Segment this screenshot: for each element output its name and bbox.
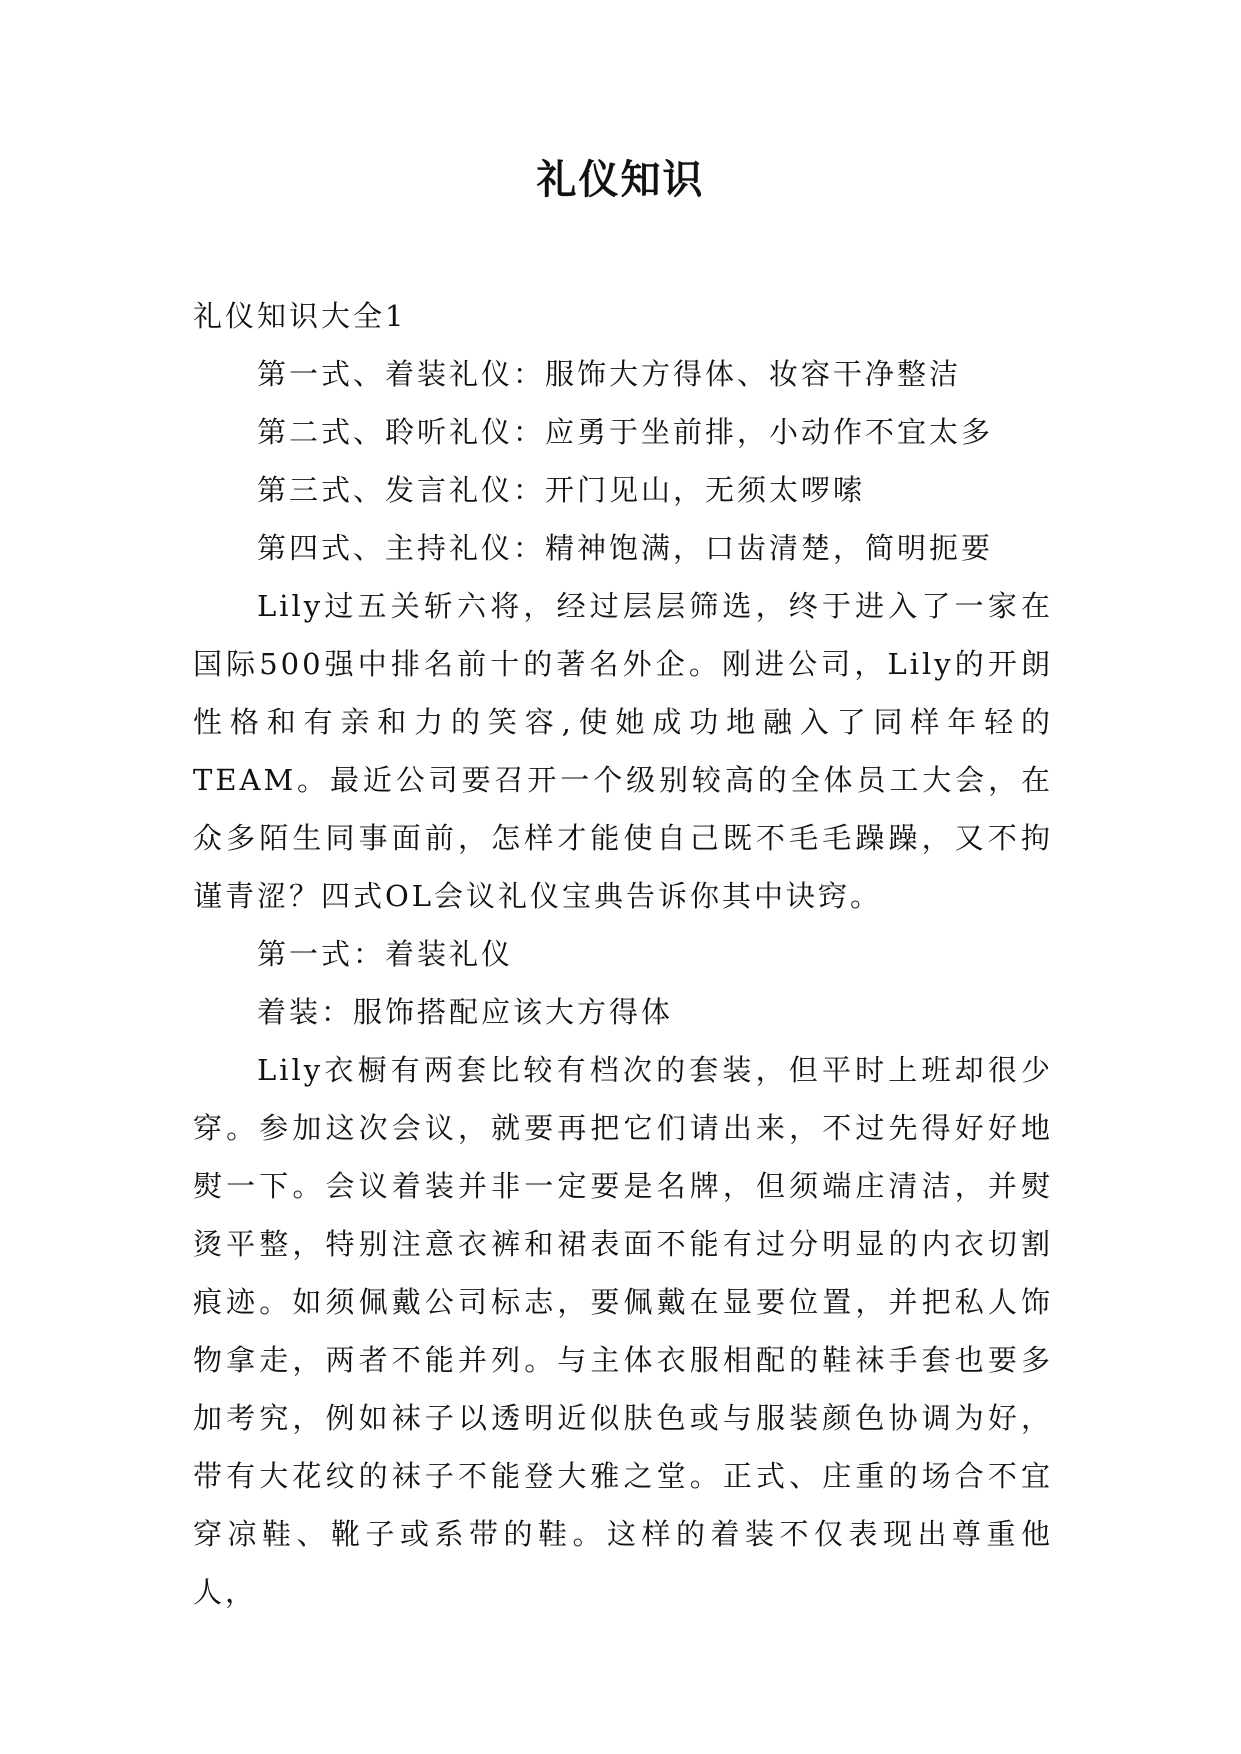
paragraph: 第四式、主持礼仪：精神饱满，口齿清楚，简明扼要 — [257, 531, 994, 565]
paragraph: 第三式、发言礼仪：开门见山，无须太啰嗦 — [257, 473, 866, 507]
paragraph: Lily过五关斩六将，经过层层筛选，终于进入了一家在国际500强中排名前十的著名外企。刚进公司，Lily的开朗性格和有亲和力的笑容,使她成功地融入了同样年轻的TEAM。最近公司要召开一个级别较高的全体员工大会，在众多陌生同事面前，怎样才能使自己既不毛毛躁躁，又不拘谨青涩？四式OL会议礼仪宝典告诉你其中诀窍。 — [193, 589, 1053, 913]
document-body — [193, 287, 1053, 1621]
paragraph: 第一式、着装礼仪：服饰大方得体、妆容干净整洁 — [257, 357, 962, 391]
paragraph: Lily衣橱有两套比较有档次的套装，但平时上班却很少穿。参加这次会议，就要再把它们请出来，不过先得好好地熨一下。会议着装并非一定要是名牌，但须端庄清洁，并熨烫平整，特别注意衣裤和裙表面不能有过分明显的内衣切割痕迹。如须佩戴公司标志，要佩戴在显要位置，并把私人饰物拿走，两者不能并列。与主体衣服相配的鞋袜手套也要多加考究，例如袜子以透明近似肤色或与服装颜色协调为好，带有大花纹的袜子不能登大雅之堂。正式、庄重的场合不宜穿凉鞋、靴子或系带的鞋。这样的着装不仅表现出尊重他人， — [193, 1053, 1053, 1609]
paragraph-heading: 礼仪知识大全1 — [193, 299, 407, 333]
paragraph: 第一式：着装礼仪 — [257, 937, 514, 971]
document-title: 礼仪知识 — [536, 156, 705, 203]
paragraph: 着装：服饰搭配应该大方得体 — [257, 995, 674, 1029]
paragraph: 第二式、聆听礼仪：应勇于坐前排，小动作不宜太多 — [257, 415, 994, 449]
